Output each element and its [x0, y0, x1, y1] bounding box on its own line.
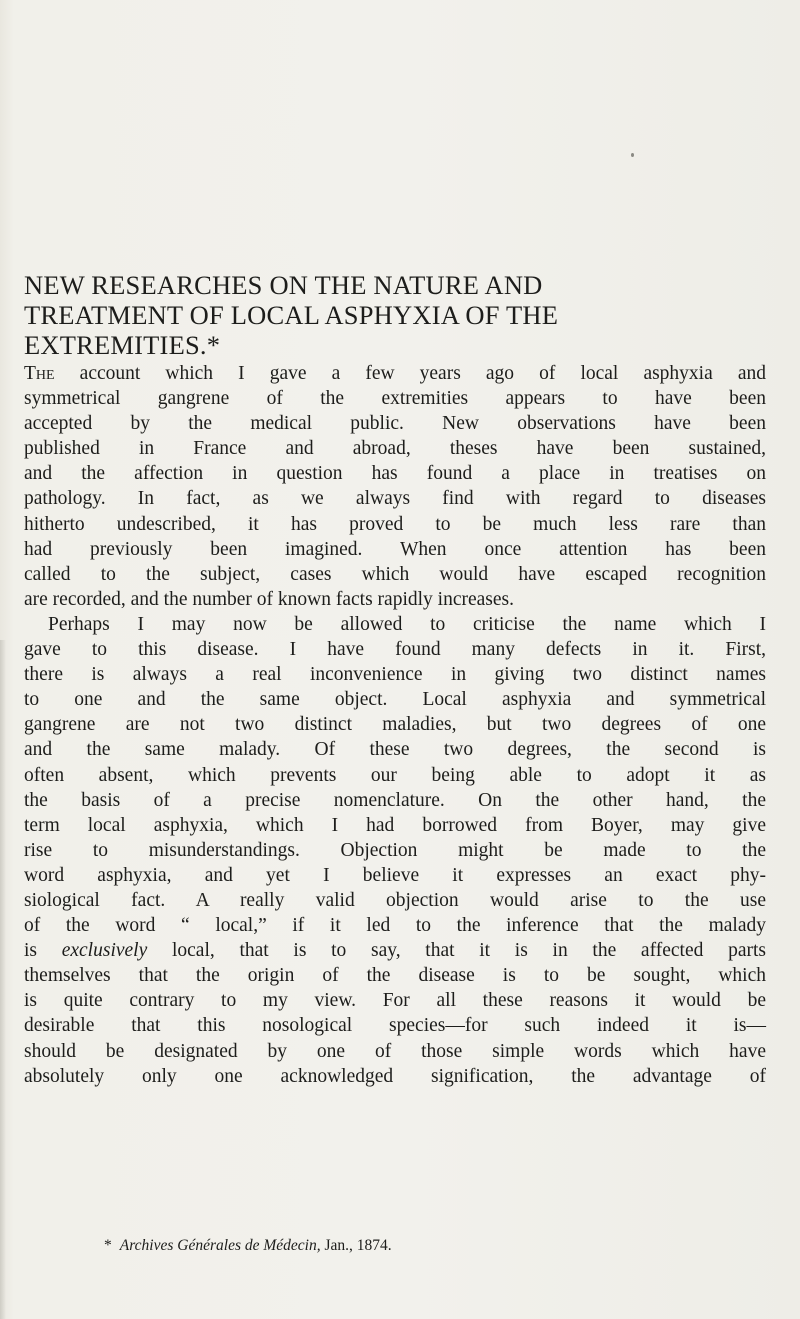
title-line-3: EXTREMITIES.* — [24, 330, 221, 360]
text-line: is exclusively local, that is to say, that it is in the affected parts — [24, 940, 766, 962]
text-line: called to the subject, cases which would have escaped recognition — [24, 563, 766, 585]
footnote-mark: * — [104, 1237, 112, 1254]
text-line: rise to misunderstandings. Objection might be made to the — [24, 839, 766, 861]
text-line: absolutely only one acknowledged signification, the advantage of — [24, 1065, 766, 1087]
text-line: there is always a real inconvenience in giving two distinct names — [24, 664, 766, 686]
footnote-date: Jan., 1874. — [320, 1237, 392, 1254]
text-line: and the same malady. Of these two degrees, the second is — [24, 739, 766, 761]
text-line: had previously been imagined. When once attention has been — [24, 538, 766, 560]
page-edge-shadow — [0, 640, 6, 1319]
text-line: pathology. In fact, as we always find with regard to diseases — [24, 488, 766, 510]
text-line: symmetrical gangrene of the extremities appears to have been — [24, 388, 766, 410]
text-line: themselves that the origin of the disease is to be sought, which — [24, 965, 766, 987]
text-line: The account which I gave a few years ago of local asphyxia and — [24, 363, 766, 384]
text-line: gave to this disease. I have found many defects in it. First, — [24, 639, 766, 661]
text-line: desirable that this nosological species—for such indeed it is— — [24, 1015, 766, 1037]
footnote — [104, 1236, 392, 1256]
text-line: term local asphyxia, which I had borrowed from Boyer, may give — [24, 814, 766, 836]
text-line: word asphyxia, and yet I believe it expresses an exact phy- — [24, 864, 766, 886]
emphasis: exclusively — [61, 940, 148, 962]
footnote-source: Archives Générales de Médecin, — [119, 1237, 321, 1254]
title-line-2: TREATMENT OF LOCAL ASPHYXIA OF THE — [24, 300, 559, 330]
paragraph-end-line: are recorded, and the number of known facts rapidly increases. — [24, 588, 515, 610]
text-line: siological fact. A really valid objection would arise to the use — [24, 889, 766, 911]
opening-word: The — [24, 363, 55, 384]
text-line: gangrene are not two distinct maladies, but two degrees of one — [24, 714, 766, 736]
text-line: of the word “ local,” if it led to the inference that the malady — [24, 915, 766, 937]
text-line: is quite contrary to my view. For all these reasons it would be — [24, 990, 766, 1012]
title-line-1: NEW RESEARCHES ON THE NATURE AND — [24, 270, 543, 300]
text-line: hitherto undescribed, it has proved to be much less rare than — [24, 513, 766, 535]
ink-speck — [631, 153, 634, 157]
text-line: the basis of a precise nomenclature. On the other hand, the — [24, 789, 766, 811]
text-line: and the affection in question has found a place in treatises on — [24, 463, 766, 485]
text-line: to one and the same object. Local asphyxia and symmetrical — [24, 689, 766, 711]
text-line: often absent, which prevents our being able to adopt it as — [24, 764, 766, 786]
article-body — [24, 361, 766, 1089]
text-line: should be designated by one of those simple words which have — [24, 1040, 766, 1062]
paragraph-start-line: Perhaps I may now be allowed to criticise the name which I — [48, 613, 766, 635]
text-line: accepted by the medical public. New observations have been — [24, 413, 766, 435]
text-line: published in France and abroad, theses have been sustained, — [24, 438, 766, 460]
article-title — [24, 270, 774, 360]
